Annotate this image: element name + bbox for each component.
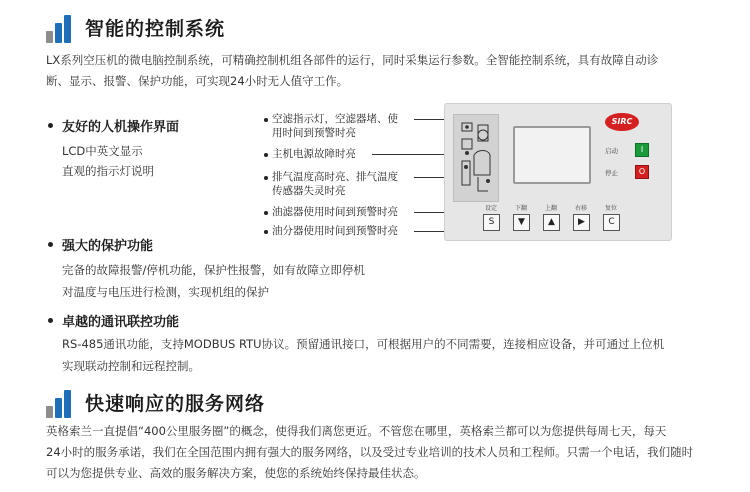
stop-label: 停止 <box>605 169 618 177</box>
section-title: 快速响应的服务网络 <box>85 393 266 415</box>
key-label: 设定 <box>484 205 497 212</box>
service-text-line: 24小时的服务承诺，我们在全国范围内拥有强大的服务网络，以及受过专业培训的技术人员和工程师。只需一个电话，我们随时 <box>46 445 694 459</box>
intro-text-line: 断、显示、报警、保护功能，可实现24小时无人值守工作。 <box>46 74 349 88</box>
feature-line: 实现联动控制和远程控制。 <box>62 359 200 373</box>
feature-line: 对温度与电压进行检测，实现机组的保护 <box>62 285 269 299</box>
callout-text: 传感器失灵时亮 <box>272 185 346 197</box>
feature-line: 完备的故障报警/停机功能，保护性报警，如有故障立即停机 <box>62 263 365 277</box>
key-label: 上翻 <box>544 205 557 212</box>
section-title: 智能的控制系统 <box>85 18 226 40</box>
service-text-line: 可以为您提供专业、高效的服务解决方案，使您的系统始终保持最佳状态。 <box>46 466 426 480</box>
callout-text: 空滤指示灯，空滤器堵、使 <box>272 113 398 125</box>
callout-text: 油滤器使用时间到预警时亮 <box>272 206 398 218</box>
callout-bullet-icon <box>264 211 268 215</box>
brand-logo: SIRC <box>605 113 639 131</box>
callout-bullet-icon <box>264 176 268 180</box>
section-bars-icon <box>46 13 76 43</box>
callout-text: 主机电源故障时亮 <box>272 148 356 160</box>
feature-line: RS-485通讯功能，支持MODBUS RTU协议。预留通讯接口，可根据用户的不同需要，连接相应设备，并可通过上位机 <box>62 337 665 351</box>
key-label: 下翻 <box>514 205 527 212</box>
intro-text-line: LX系列空压机的微电脑控制系统，可精确控制机组各部件的运行，同时采集运行参数。全智能控制系统，具有故障自动诊 <box>46 53 659 67</box>
callout-text: 用时间到预警时亮 <box>272 127 356 139</box>
key-label: 右移 <box>574 205 587 212</box>
feature-line: LCD中英文显示 <box>62 144 143 158</box>
bullet-icon <box>48 123 53 128</box>
indicator-block <box>453 114 499 202</box>
lcd-display <box>513 126 591 184</box>
reset-key[interactable]: C <box>603 214 620 231</box>
stop-button[interactable]: O <box>635 165 649 179</box>
feature-title: 友好的人机操作界面 <box>62 120 180 135</box>
key-label: 复位 <box>604 205 617 212</box>
page-up-key[interactable]: ▲ <box>543 214 560 231</box>
feature-title: 卓越的通讯联控功能 <box>62 315 180 330</box>
service-text-line: 英格索兰一直提倡“400公里服务圈”的概念，使得我们离您更近。不管您在哪里，英格索兰都可以为您提供每周七天，每天 <box>46 424 667 438</box>
callout-bullet-icon <box>264 230 268 234</box>
shift-right-key[interactable]: ▶ <box>573 214 590 231</box>
feature-title: 强大的保护功能 <box>62 239 154 254</box>
start-label: 启动 <box>605 147 618 155</box>
section-bars-icon <box>46 388 76 418</box>
callout-bullet-icon <box>264 118 268 122</box>
page-down-key[interactable]: ▼ <box>513 214 530 231</box>
callout-bullet-icon <box>264 153 268 157</box>
callout-text: 排气温度高时亮、排气温度 <box>272 171 398 183</box>
callout-text: 油分器使用时间到预警时亮 <box>272 225 398 237</box>
start-button[interactable]: I <box>635 143 649 157</box>
feature-line: 直观的指示灯说明 <box>62 164 154 178</box>
bullet-icon <box>48 242 53 247</box>
bullet-icon <box>48 318 53 323</box>
controller-panel <box>444 103 672 241</box>
set-key[interactable]: S <box>483 214 500 231</box>
indicator-schematic-icon <box>454 115 498 201</box>
